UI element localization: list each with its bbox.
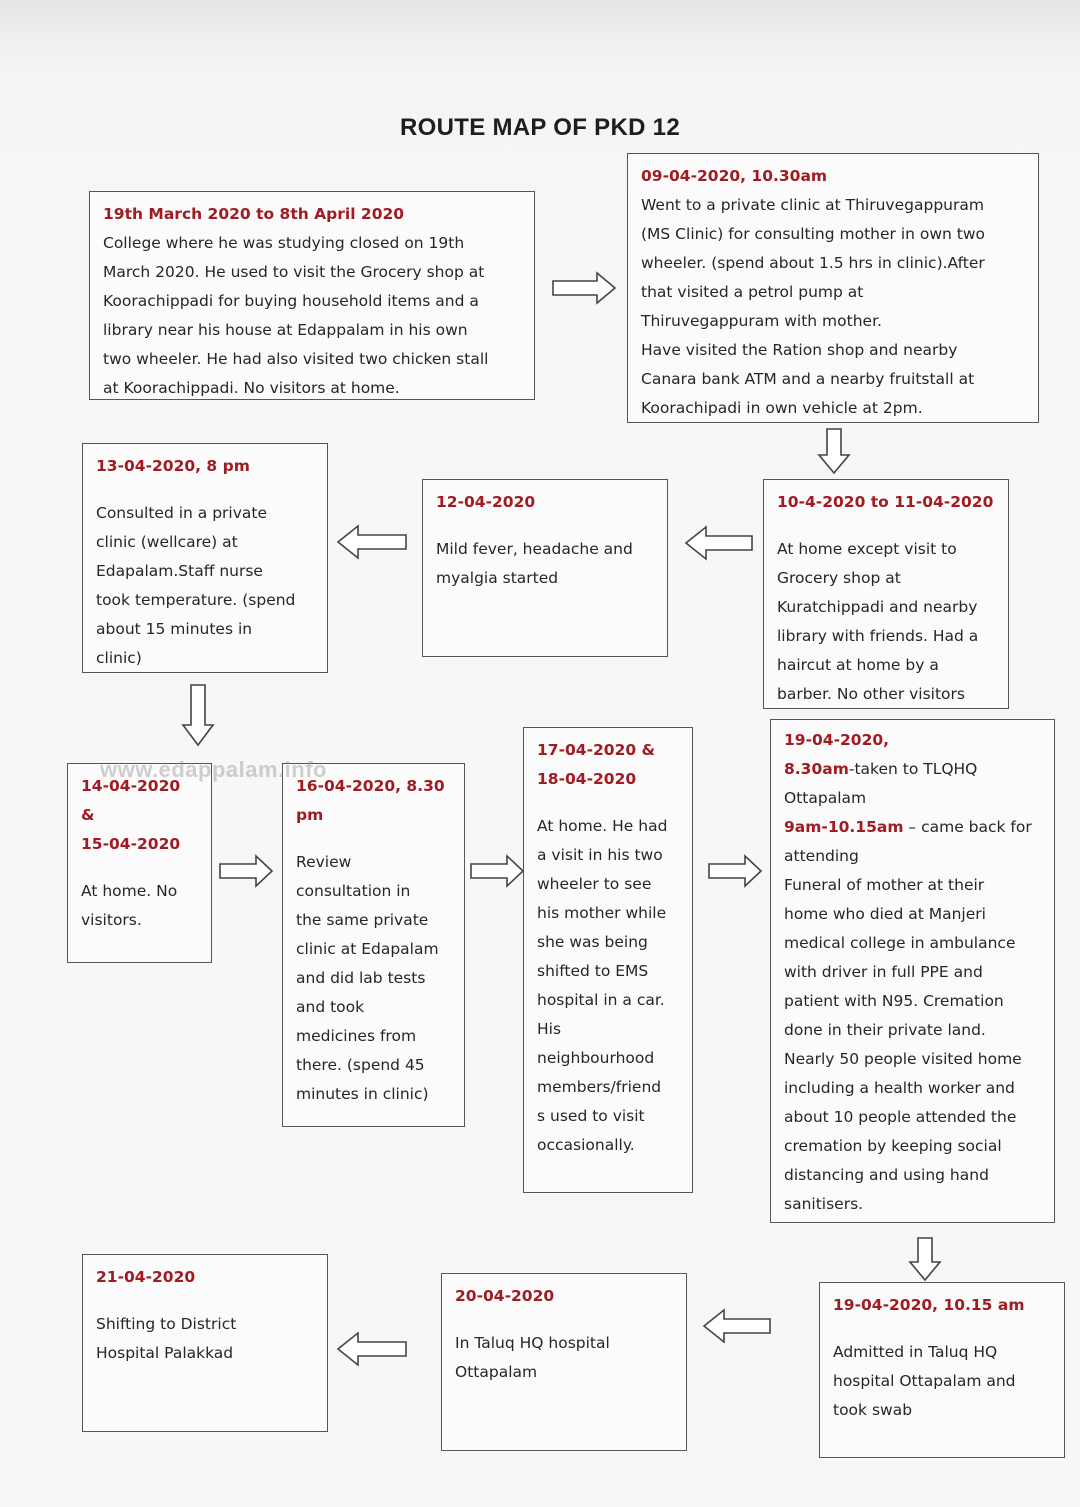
box-line: Review <box>296 853 352 871</box>
box-line: wheeler. (spend about 1.5 hrs in clinic).After <box>641 254 985 272</box>
route-box-apr14-15 <box>67 763 212 963</box>
arrow-left-icon <box>336 524 408 560</box>
box-line: and took <box>296 998 365 1016</box>
box-heading: 19-04-2020, 10.15 am <box>833 1296 1025 1314</box>
box-line <box>784 813 1042 842</box>
box-line: At home except visit to <box>777 540 957 558</box>
box-line: patient with N95. Cremation <box>784 992 1004 1010</box>
box-line: took swab <box>833 1401 913 1419</box>
arrow-left-icon <box>684 525 754 561</box>
box-line: his mother while <box>537 904 667 922</box>
box-line: College where he was studying closed on 19th <box>103 234 465 252</box>
box-line: the same private <box>296 911 429 929</box>
box-line: a visit in his two <box>537 846 663 864</box>
box-line: occasionally. <box>537 1136 635 1154</box>
box-line: Ottapalam <box>784 789 867 807</box>
box-line: with driver in full PPE and <box>784 963 983 981</box>
box-line: home who died at Manjeri <box>784 905 986 923</box>
box-heading: 9am-10.15am <box>784 818 904 836</box>
route-box-apr17-18 <box>523 727 693 1193</box>
box-heading: 16-04-2020, 8.30 <box>296 777 445 795</box>
box-line: wheeler to see <box>537 875 652 893</box>
arrow-right-icon <box>707 854 763 888</box>
box-line: clinic (wellcare) at <box>96 533 238 551</box>
route-box-apr09 <box>627 153 1039 423</box>
box-heading: 15-04-2020 <box>81 835 181 853</box>
arrow-right-icon <box>469 854 525 888</box>
route-box-apr21 <box>82 1254 328 1432</box>
box-line: attending <box>784 847 859 865</box>
box-line: Canara bank ATM and a nearby fruitstall at <box>641 370 975 388</box>
box-line: Koorachipadi in own vehicle at 2pm. <box>641 399 923 417</box>
box-line: At home. He had <box>537 817 668 835</box>
box-heading: 19-04-2020, <box>784 731 890 749</box>
box-line: and did lab tests <box>296 969 426 987</box>
box-heading: 10-4-2020 to 11-04-2020 <box>777 493 994 511</box>
box-line: members/friend <box>537 1078 662 1096</box>
arrow-down-icon <box>817 427 851 475</box>
box-line: medical college in ambulance <box>784 934 1016 952</box>
box-line: Nearly 50 people visited home <box>784 1050 1022 1068</box>
box-line: Edapalam.Staff nurse <box>96 562 263 580</box>
box-heading: 09-04-2020, 10.30am <box>641 167 828 185</box>
box-line: barber. No other visitors <box>777 685 965 703</box>
route-box-mar19-apr8 <box>89 191 535 400</box>
box-heading: 13-04-2020, 8 pm <box>96 457 250 475</box>
box-line: Koorachippadi for buying household items and a <box>103 292 479 310</box>
box-text: -taken to TLQHQ <box>848 760 978 778</box>
box-heading: 14-04-2020 & <box>81 777 181 824</box>
box-line: library near his house at Edappalam in his own <box>103 321 468 339</box>
box-line <box>784 755 1042 784</box>
box-line: about 15 minutes in <box>96 620 253 638</box>
box-heading: 20-04-2020 <box>455 1287 555 1305</box>
arrow-right-icon <box>551 271 617 305</box>
arrow-down-icon <box>908 1236 942 1282</box>
box-line: clinic) <box>96 649 142 667</box>
box-line: took temperature. (spend <box>96 591 296 609</box>
box-line: library with friends. Had a <box>777 627 979 645</box>
box-line: at Koorachippadi. No visitors at home. <box>103 379 400 397</box>
box-line: March 2020. He used to visit the Grocery shop at <box>103 263 485 281</box>
box-line: medicines from <box>296 1027 417 1045</box>
box-line: Mild fever, headache and <box>436 540 633 558</box>
box-line: done in their private land. <box>784 1021 986 1039</box>
box-line: hospital Ottapalam and <box>833 1372 1016 1390</box>
box-line: (MS Clinic) for consulting mother in own two <box>641 225 986 243</box>
box-line: visitors. <box>81 911 142 929</box>
box-line: Have visited the Ration shop and nearby <box>641 341 958 359</box>
box-heading: 12-04-2020 <box>436 493 536 511</box>
diagram-title: ROUTE MAP OF PKD 12 <box>400 114 680 141</box>
box-heading: 21-04-2020 <box>96 1268 196 1286</box>
box-line: Funeral of mother at their <box>784 876 985 894</box>
box-line: neighbourhood <box>537 1049 655 1067</box>
box-line: Kuratchippadi and nearby <box>777 598 978 616</box>
arrow-left-icon <box>336 1331 408 1367</box>
box-line: Ottapalam <box>455 1363 538 1381</box>
box-line: she was being <box>537 933 648 951</box>
box-heading: 8.30am <box>784 760 849 778</box>
arrow-right-icon <box>218 854 274 888</box>
box-line: His <box>537 1020 562 1038</box>
box-line: distancing and using hand <box>784 1166 989 1184</box>
box-line: Went to a private clinic at Thiruvegappuram <box>641 196 984 214</box>
box-line: there. (spend 45 <box>296 1056 425 1074</box>
box-line: that visited a petrol pump at <box>641 283 864 301</box>
box-line: consultation in <box>296 882 411 900</box>
box-heading: 17-04-2020 & <box>537 741 656 759</box>
route-box-apr20 <box>441 1273 687 1451</box>
arrow-left-icon <box>702 1308 772 1344</box>
arrow-down-icon <box>181 683 215 747</box>
box-line: Shifting to District <box>96 1315 237 1333</box>
box-line: At home. No <box>81 882 178 900</box>
box-line: In Taluq HQ hospital <box>455 1334 610 1352</box>
box-line: including a health worker and <box>784 1079 1015 1097</box>
box-line: two wheeler. He had also visited two chicken stall <box>103 350 489 368</box>
box-line: about 10 people attended the <box>784 1108 1017 1126</box>
box-line: clinic at Edapalam <box>296 940 439 958</box>
box-line: haircut at home by a <box>777 656 939 674</box>
route-box-apr12 <box>422 479 668 657</box>
box-line: minutes in clinic) <box>296 1085 429 1103</box>
box-heading: pm <box>296 806 324 824</box>
box-line: hospital in a car. <box>537 991 665 1009</box>
box-line: Consulted in a private <box>96 504 267 522</box>
box-line: Thiruvegappuram with mother. <box>641 312 882 330</box>
watermark-text: www.edappalam.info <box>100 757 327 782</box>
box-line: Grocery shop at <box>777 569 901 587</box>
box-heading: 19th March 2020 to 8th April 2020 <box>103 205 405 223</box>
route-box-apr10-11 <box>763 479 1009 709</box>
box-line: shifted to EMS <box>537 962 649 980</box>
box-line: Hospital Palakkad <box>96 1344 234 1362</box>
box-heading: 18-04-2020 <box>537 770 637 788</box>
box-line: myalgia started <box>436 569 559 587</box>
route-box-apr16 <box>282 763 465 1127</box>
box-line: s used to visit <box>537 1107 645 1125</box>
box-line: sanitisers. <box>784 1195 864 1213</box>
route-box-apr19-admitted <box>819 1282 1065 1458</box>
box-line: cremation by keeping social <box>784 1137 1002 1155</box>
box-line: Admitted in Taluq HQ <box>833 1343 998 1361</box>
route-box-apr13 <box>82 443 328 673</box>
route-box-apr19-funeral <box>770 719 1055 1223</box>
box-text: – came back for <box>903 818 1032 836</box>
